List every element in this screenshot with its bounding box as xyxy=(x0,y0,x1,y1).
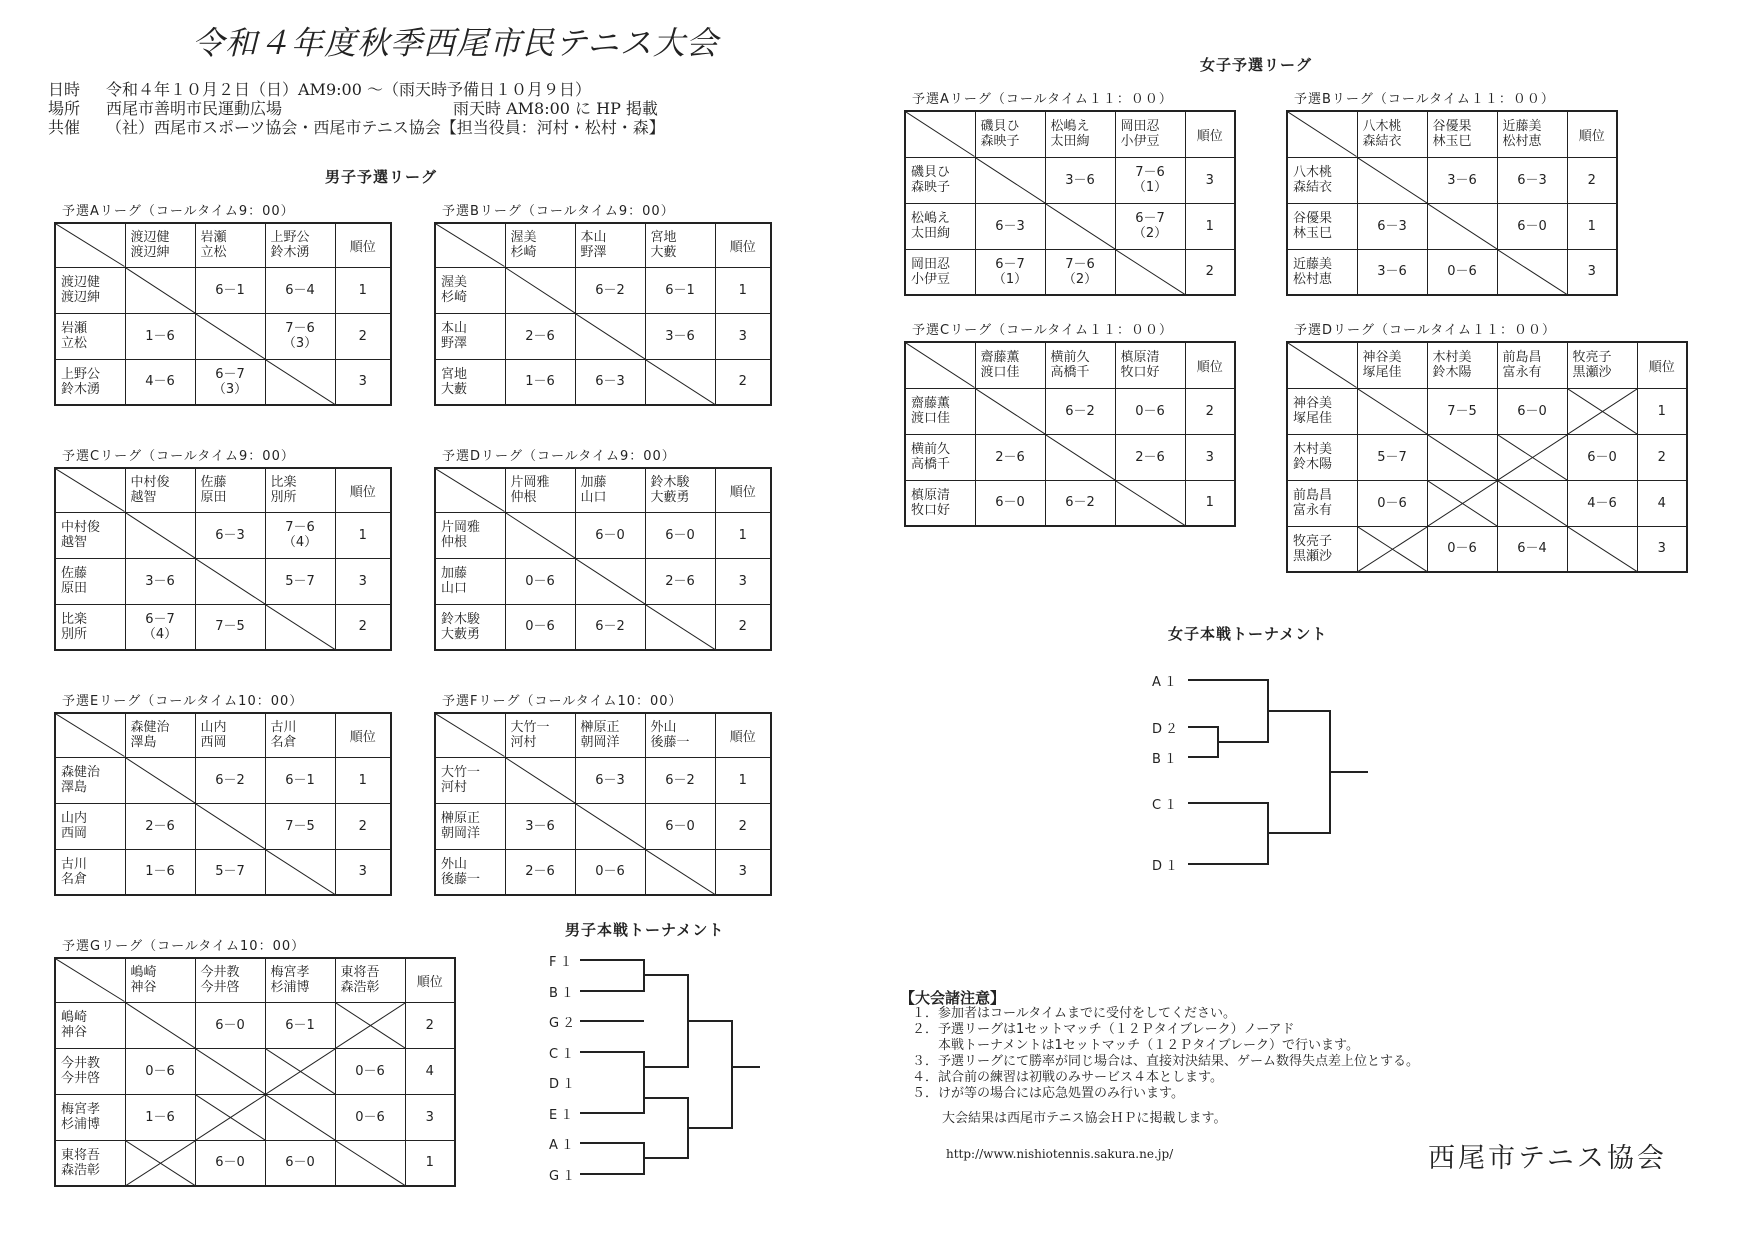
score-cell: 6－3 xyxy=(975,203,1045,249)
score-cell: 6－7 （1） xyxy=(975,249,1045,295)
page-title: 令和４年度秋季西尾市民テニス大会 xyxy=(192,24,719,62)
score-cell: 0－6 xyxy=(505,558,575,604)
player-header: 近藤美 松村恵 xyxy=(1497,111,1567,157)
rank-header: 順位 xyxy=(715,468,771,512)
score-cell: 7－6 （2） xyxy=(1045,249,1115,295)
player-header: 中村俊 越智 xyxy=(125,468,195,512)
player-name: 八木桃 森結衣 xyxy=(1287,157,1357,203)
score-cell: 0－6 xyxy=(1115,388,1185,434)
rank-header: 順位 xyxy=(1637,342,1687,388)
rank-cell: 2 xyxy=(405,1002,455,1048)
score-cell: 7－6 （3） xyxy=(265,313,335,359)
player-name: 東将吾 森浩彰 xyxy=(55,1140,125,1186)
player-name: 大竹一 河村 xyxy=(435,757,505,803)
host-text: （社）西尾市スポーツ協会・西尾市テニス協会【担当役員：河村・松村・森】 xyxy=(106,118,665,137)
player-name: 谷優果 林玉巳 xyxy=(1287,203,1357,249)
player-name: 神谷美 塚尾佳 xyxy=(1287,388,1357,434)
men-league-heading: 男子予選リーグ xyxy=(325,168,438,186)
league-caption: 予選Bリーグ（コールタイム１１：００） xyxy=(1294,92,1555,107)
score-cell: 6－3 xyxy=(1497,157,1567,203)
rank-cell: 4 xyxy=(1637,480,1687,526)
player-header: 今井教 今井啓 xyxy=(195,958,265,1002)
rank-cell: 2 xyxy=(715,604,771,650)
player-header: 八木桃 森結衣 xyxy=(1357,111,1427,157)
tournament-notes xyxy=(900,989,1420,1127)
score-cell: 1－6 xyxy=(125,1094,195,1140)
rank-cell: 2 xyxy=(1185,249,1235,295)
player-header: 比楽 別所 xyxy=(265,468,335,512)
rank-cell: 3 xyxy=(1637,526,1687,572)
score-cell: 1－6 xyxy=(505,359,575,405)
bracket-seed: B１ xyxy=(549,986,577,1001)
score-cell: 6－2 xyxy=(1045,480,1115,526)
women-tournament-heading: 女子本戦トーナメント xyxy=(1168,625,1328,643)
player-header: 岩瀬 立松 xyxy=(195,223,265,267)
player-header: 磯貝ひ 森映子 xyxy=(975,111,1045,157)
notes-item: ４．試合前の練習は初戦のみサービス４本とします。 xyxy=(912,1070,1223,1085)
bracket-seed: G１ xyxy=(549,1169,579,1184)
player-name: 中村俊 越智 xyxy=(55,512,125,558)
player-header: 本山 野澤 xyxy=(575,223,645,267)
rank-header: 順位 xyxy=(1567,111,1617,157)
player-name: 渥美 杉崎 xyxy=(435,267,505,313)
score-cell: 6－7 （3） xyxy=(195,359,265,405)
results-note: 大会結果は西尾市テニス協会ＨＰに掲載します。 xyxy=(942,1111,1227,1126)
rank-cell: 3 xyxy=(715,849,771,895)
league-caption: 予選Bリーグ（コールタイム9：00） xyxy=(442,204,675,219)
player-header: 佐藤 原田 xyxy=(195,468,265,512)
rank-header: 順位 xyxy=(715,223,771,267)
player-name: 外山 後藤一 xyxy=(435,849,505,895)
score-cell: 0－6 xyxy=(575,849,645,895)
bracket-seed: A１ xyxy=(1152,675,1180,690)
notes-item: 本戦トーナメントは1セットマッチ（１２Ｐタイブレーク）で行います。 xyxy=(912,1038,1360,1053)
score-cell: 1－6 xyxy=(125,849,195,895)
score-cell: 6－4 xyxy=(265,267,335,313)
bracket-seed: F１ xyxy=(549,955,576,970)
notes-item: １．参加者はコールタイムまでに受付をしてください。 xyxy=(912,1006,1236,1021)
player-name: 齋藤薫 渡口佳 xyxy=(905,388,975,434)
player-name: 山内 西岡 xyxy=(55,803,125,849)
notes-item: ２．予選リーグは1セットマッチ（１２Ｐタイブレーク）ノーアド xyxy=(912,1022,1295,1037)
player-header: 槙原清 牧口好 xyxy=(1115,342,1185,388)
league-caption: 予選Cリーグ（コールタイム9：00） xyxy=(62,449,295,464)
score-cell: 0－6 xyxy=(1427,249,1497,295)
place-label: 場所 xyxy=(48,99,81,118)
score-cell: 6－3 xyxy=(575,757,645,803)
notes-item: ３．予選リーグにて勝率が同じ場合は、直接対決結果、ゲーム数得失点差上位とする。 xyxy=(912,1054,1420,1069)
score-cell: 6－7 （4） xyxy=(125,604,195,650)
player-name: 松嶋え 太田絢 xyxy=(905,203,975,249)
player-name: 上野公 鈴木湧 xyxy=(55,359,125,405)
bracket-seed: D２ xyxy=(1152,722,1182,737)
league-caption: 予選Aリーグ（コールタイム１１：００） xyxy=(912,92,1173,107)
rank-cell: 1 xyxy=(715,757,771,803)
score-cell: 7－5 xyxy=(1427,388,1497,434)
league-caption: 予選Cリーグ（コールタイム１１：００） xyxy=(912,323,1174,338)
player-header: 横前久 高橋千 xyxy=(1045,342,1115,388)
score-cell: 5－7 xyxy=(265,558,335,604)
score-cell: 0－6 xyxy=(125,1048,195,1094)
player-name: 牧亮子 黒瀬沙 xyxy=(1287,526,1357,572)
player-header: 木村美 鈴木陽 xyxy=(1427,342,1497,388)
score-cell: 3－6 xyxy=(645,313,715,359)
score-cell: 7－6 （4） xyxy=(265,512,335,558)
player-name: 鈴木駿 大藪勇 xyxy=(435,604,505,650)
rank-cell: 1 xyxy=(335,267,391,313)
score-cell: 6－0 xyxy=(575,512,645,558)
rank-cell: 2 xyxy=(715,803,771,849)
rank-header: 順位 xyxy=(335,223,391,267)
score-cell: 3－6 xyxy=(1045,157,1115,203)
rank-cell: 1 xyxy=(335,757,391,803)
player-name: 嶋崎 神谷 xyxy=(55,1002,125,1048)
player-header: 加藤 山口 xyxy=(575,468,645,512)
score-cell: 7－5 xyxy=(195,604,265,650)
bracket-seed: D１ xyxy=(1152,859,1182,874)
rank-cell: 3 xyxy=(335,849,391,895)
rank-cell: 2 xyxy=(1567,157,1617,203)
men-tournament-heading: 男子本戦トーナメント xyxy=(565,921,725,939)
score-cell: 6－1 xyxy=(265,757,335,803)
rank-cell: 2 xyxy=(1637,434,1687,480)
score-cell: 2－6 xyxy=(1115,434,1185,480)
player-header: 渡辺健 渡辺紳 xyxy=(125,223,195,267)
women-league-heading: 女子予選リーグ xyxy=(1200,56,1313,74)
score-cell: 6－1 xyxy=(195,267,265,313)
player-name: 古川 名倉 xyxy=(55,849,125,895)
score-cell: 2－6 xyxy=(645,558,715,604)
player-name: 横前久 高橋千 xyxy=(905,434,975,480)
league-caption: 予選Aリーグ（コールタイム9：00） xyxy=(62,204,295,219)
player-name: 梅宮孝 杉浦博 xyxy=(55,1094,125,1140)
score-cell: 6－2 xyxy=(645,757,715,803)
rank-cell: 2 xyxy=(715,359,771,405)
player-header: 松嶋え 太田絢 xyxy=(1045,111,1115,157)
rank-cell: 3 xyxy=(715,558,771,604)
rank-cell: 3 xyxy=(1567,249,1617,295)
player-header: 神谷美 塚尾佳 xyxy=(1357,342,1427,388)
player-name: 加藤 山口 xyxy=(435,558,505,604)
bracket-seed: D１ xyxy=(549,1077,579,1092)
score-cell: 6－0 xyxy=(645,803,715,849)
score-cell: 7－5 xyxy=(265,803,335,849)
rank-cell: 2 xyxy=(335,604,391,650)
bracket-seed: A１ xyxy=(549,1138,577,1153)
rank-header: 順位 xyxy=(1185,342,1235,388)
player-header: 嶋崎 神谷 xyxy=(125,958,195,1002)
rank-cell: 3 xyxy=(335,359,391,405)
score-cell: 6－0 xyxy=(975,480,1045,526)
player-name: 前島昌 富永有 xyxy=(1287,480,1357,526)
date-text: 令和４年１０月２日（日）AM9:00 ～（雨天時予備日１０月９日） xyxy=(106,80,591,99)
score-cell: 3－6 xyxy=(505,803,575,849)
rank-cell: 3 xyxy=(715,313,771,359)
player-header: 宮地 大藪 xyxy=(645,223,715,267)
rank-cell: 2 xyxy=(335,313,391,359)
player-name: 近藤美 松村恵 xyxy=(1287,249,1357,295)
score-cell: 6－1 xyxy=(645,267,715,313)
rank-header: 順位 xyxy=(335,468,391,512)
league-caption: 予選Eリーグ（コールタイム10：00） xyxy=(62,694,304,709)
score-cell: 6－0 xyxy=(265,1140,335,1186)
player-name: 榊原正 朝岡洋 xyxy=(435,803,505,849)
bracket-seed: E１ xyxy=(549,1108,577,1123)
player-header: 外山 後藤一 xyxy=(645,713,715,757)
player-header: 片岡雅 仲根 xyxy=(505,468,575,512)
score-cell: 2－6 xyxy=(505,849,575,895)
score-cell: 6－1 xyxy=(265,1002,335,1048)
score-cell: 6－2 xyxy=(195,757,265,803)
bracket-seed: G２ xyxy=(549,1016,579,1031)
score-cell: 2－6 xyxy=(505,313,575,359)
rank-cell: 3 xyxy=(405,1094,455,1140)
rank-cell: 2 xyxy=(1185,388,1235,434)
rank-header: 順位 xyxy=(335,713,391,757)
score-cell: 6－3 xyxy=(195,512,265,558)
player-header: 齋藤薫 渡口佳 xyxy=(975,342,1045,388)
rank-cell: 1 xyxy=(715,512,771,558)
player-name: 木村美 鈴木陽 xyxy=(1287,434,1357,480)
player-name: 槙原清 牧口好 xyxy=(905,480,975,526)
player-header: 東将吾 森浩彰 xyxy=(335,958,405,1002)
score-cell: 3－6 xyxy=(1427,157,1497,203)
date-label: 日時 xyxy=(48,80,81,99)
player-name: 岩瀬 立松 xyxy=(55,313,125,359)
player-header: 山内 西岡 xyxy=(195,713,265,757)
rank-cell: 3 xyxy=(1185,157,1235,203)
score-cell: 6－0 xyxy=(1497,203,1567,249)
rank-cell: 1 xyxy=(335,512,391,558)
league-caption: 予選Gリーグ（コールタイム10：00） xyxy=(62,939,306,954)
player-header: 梅宮孝 杉浦博 xyxy=(265,958,335,1002)
score-cell: 6－0 xyxy=(1497,388,1567,434)
score-cell: 6－0 xyxy=(1567,434,1637,480)
player-header: 古川 名倉 xyxy=(265,713,335,757)
player-header: 渥美 杉崎 xyxy=(505,223,575,267)
rank-cell: 2 xyxy=(335,803,391,849)
player-name: 磯貝ひ 森映子 xyxy=(905,157,975,203)
score-cell: 6－0 xyxy=(195,1140,265,1186)
bracket-seed: C１ xyxy=(549,1047,578,1062)
score-cell: 0－6 xyxy=(335,1094,405,1140)
score-cell: 6－4 xyxy=(1497,526,1567,572)
rank-cell: 3 xyxy=(1185,434,1235,480)
league-caption: 予選Dリーグ（コールタイム9：00） xyxy=(442,449,676,464)
bracket-seed: C１ xyxy=(1152,798,1181,813)
notes-heading: 【大会諸注意】 xyxy=(900,989,1006,1007)
league-caption: 予選Dリーグ（コールタイム１１：００） xyxy=(1294,323,1556,338)
score-cell: 2－6 xyxy=(125,803,195,849)
score-cell: 6－7 （2） xyxy=(1115,203,1185,249)
score-cell: 4－6 xyxy=(125,359,195,405)
player-name: 宮地 大藪 xyxy=(435,359,505,405)
place-text: 西尾市善明市民運動広場 xyxy=(106,99,283,118)
rank-cell: 1 xyxy=(1185,480,1235,526)
player-header: 牧亮子 黒瀬沙 xyxy=(1567,342,1637,388)
rank-cell: 1 xyxy=(715,267,771,313)
player-header: 榊原正 朝岡洋 xyxy=(575,713,645,757)
player-name: 森健治 澤島 xyxy=(55,757,125,803)
notes-item: ５．けが等の場合には応急処置のみ行います。 xyxy=(912,1086,1184,1101)
player-header: 上野公 鈴木湧 xyxy=(265,223,335,267)
score-cell: 1－6 xyxy=(125,313,195,359)
player-name: 本山 野澤 xyxy=(435,313,505,359)
player-header: 大竹一 河村 xyxy=(505,713,575,757)
rain-text: 雨天時 AM8:00 に HP 掲載 xyxy=(453,99,658,118)
score-cell: 6－0 xyxy=(645,512,715,558)
league-caption: 予選Fリーグ（コールタイム10：00） xyxy=(442,694,683,709)
score-cell: 7－6 （1） xyxy=(1115,157,1185,203)
bracket-seed: B１ xyxy=(1152,752,1180,767)
rank-cell: 4 xyxy=(405,1048,455,1094)
score-cell: 6－2 xyxy=(575,267,645,313)
organization-name: 西尾市テニス協会 xyxy=(1428,1143,1667,1174)
score-cell: 6－3 xyxy=(1357,203,1427,249)
rank-header: 順位 xyxy=(715,713,771,757)
player-name: 渡辺健 渡辺紳 xyxy=(55,267,125,313)
player-name: 今井教 今井啓 xyxy=(55,1048,125,1094)
rank-cell: 1 xyxy=(405,1140,455,1186)
rank-header: 順位 xyxy=(405,958,455,1002)
player-header: 前島昌 富永有 xyxy=(1497,342,1567,388)
score-cell: 0－6 xyxy=(1427,526,1497,572)
score-cell: 3－6 xyxy=(1357,249,1427,295)
score-cell: 6－3 xyxy=(575,359,645,405)
player-header: 森健治 澤島 xyxy=(125,713,195,757)
rank-header: 順位 xyxy=(1185,111,1235,157)
score-cell: 6－2 xyxy=(575,604,645,650)
score-cell: 2－6 xyxy=(975,434,1045,480)
host-label: 共催 xyxy=(48,118,81,137)
score-cell: 5－7 xyxy=(195,849,265,895)
score-cell: 0－6 xyxy=(335,1048,405,1094)
player-name: 比楽 別所 xyxy=(55,604,125,650)
score-cell: 6－0 xyxy=(195,1002,265,1048)
score-cell: 5－7 xyxy=(1357,434,1427,480)
score-cell: 3－6 xyxy=(125,558,195,604)
score-cell: 0－6 xyxy=(505,604,575,650)
player-header: 岡田忍 小伊豆 xyxy=(1115,111,1185,157)
score-cell: 0－6 xyxy=(1357,480,1427,526)
player-header: 谷優果 林玉巳 xyxy=(1427,111,1497,157)
rank-cell: 3 xyxy=(335,558,391,604)
player-name: 片岡雅 仲根 xyxy=(435,512,505,558)
rank-cell: 1 xyxy=(1185,203,1235,249)
score-cell: 6－2 xyxy=(1045,388,1115,434)
rank-cell: 1 xyxy=(1567,203,1617,249)
player-name: 佐藤 原田 xyxy=(55,558,125,604)
player-header: 鈴木駿 大藪勇 xyxy=(645,468,715,512)
association-url[interactable]: http://www.nishiotennis.sakura.ne.jp/ xyxy=(946,1147,1174,1161)
rank-cell: 1 xyxy=(1637,388,1687,434)
player-name: 岡田忍 小伊豆 xyxy=(905,249,975,295)
score-cell: 4－6 xyxy=(1567,480,1637,526)
